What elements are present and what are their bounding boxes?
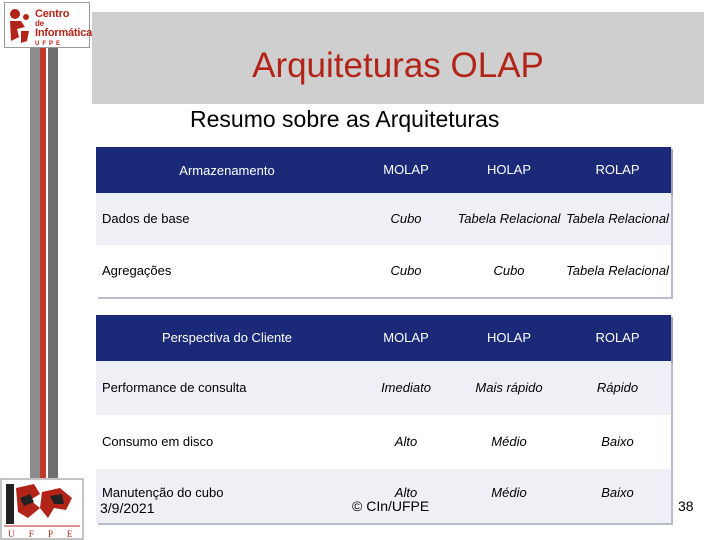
slide-title: Arquiteturas OLAP xyxy=(252,46,544,85)
table-cell: Alto xyxy=(394,485,418,500)
table-cell: Imediato xyxy=(381,380,431,395)
ufpe-crest-icon xyxy=(0,478,84,540)
row-label: Performance de consulta xyxy=(102,380,247,395)
table-cell: Cubo xyxy=(390,211,422,226)
cin-logo-icon xyxy=(7,7,33,45)
table-cell: Tabela Relacional xyxy=(566,263,669,278)
table-row xyxy=(96,193,671,245)
table-row xyxy=(96,469,671,523)
row-label: Manutenção do cubo xyxy=(102,485,224,500)
table-header-row xyxy=(96,315,671,361)
ufpe-logo-letters: U F P E xyxy=(8,529,79,539)
cin-logo xyxy=(4,2,93,48)
header-cell: HOLAP xyxy=(486,330,532,345)
logo-line-4: UFPE xyxy=(35,41,64,47)
header-cell: MOLAP xyxy=(383,162,429,177)
table-cell: Cubo xyxy=(390,263,422,278)
header-cell: MOLAP xyxy=(383,330,429,345)
table-row xyxy=(96,245,671,297)
footer-copyright: © CIn/UFPE xyxy=(352,498,430,514)
table-cell: Médio xyxy=(491,434,527,449)
row-label: Consumo em disco xyxy=(102,434,214,449)
table-cell: Cubo xyxy=(493,263,525,278)
table-header-row xyxy=(96,147,671,193)
title-banner xyxy=(92,12,704,104)
header-cell: ROLAP xyxy=(595,330,640,345)
logo-line-2: de xyxy=(35,19,44,28)
table-cell: Tabela Relacional xyxy=(566,211,669,226)
table-cell: Tabela Relacional xyxy=(457,211,561,226)
decorative-bar-red xyxy=(40,48,46,478)
slide-subtitle: Resumo sobre as Arquiteturas xyxy=(190,106,500,132)
header-cell: Perspectiva do Cliente xyxy=(161,330,293,345)
table-cell: Rápido xyxy=(596,380,639,395)
table-row xyxy=(96,415,671,469)
table-row xyxy=(96,361,671,415)
header-cell: HOLAP xyxy=(486,162,532,177)
footer-date: 3/9/2021 xyxy=(100,500,155,516)
decorative-bar-dark xyxy=(48,48,58,478)
ufpe-logo xyxy=(0,478,84,540)
table-cell: Mais rápido xyxy=(475,380,543,395)
header-cell: ROLAP xyxy=(595,162,640,177)
table-cell: Médio xyxy=(491,485,527,500)
table-cell: Alto xyxy=(394,434,418,449)
row-label: Agregações xyxy=(102,263,172,278)
header-cell: Armazenamento xyxy=(179,163,275,178)
row-label: Dados de base xyxy=(102,211,190,226)
page-number: 38 xyxy=(678,498,694,514)
table-cell: Baixo xyxy=(601,434,634,449)
logo-line-3: Informática xyxy=(35,27,93,39)
logo-line-1: Centro xyxy=(35,8,70,20)
table-cell: Baixo xyxy=(601,485,634,500)
